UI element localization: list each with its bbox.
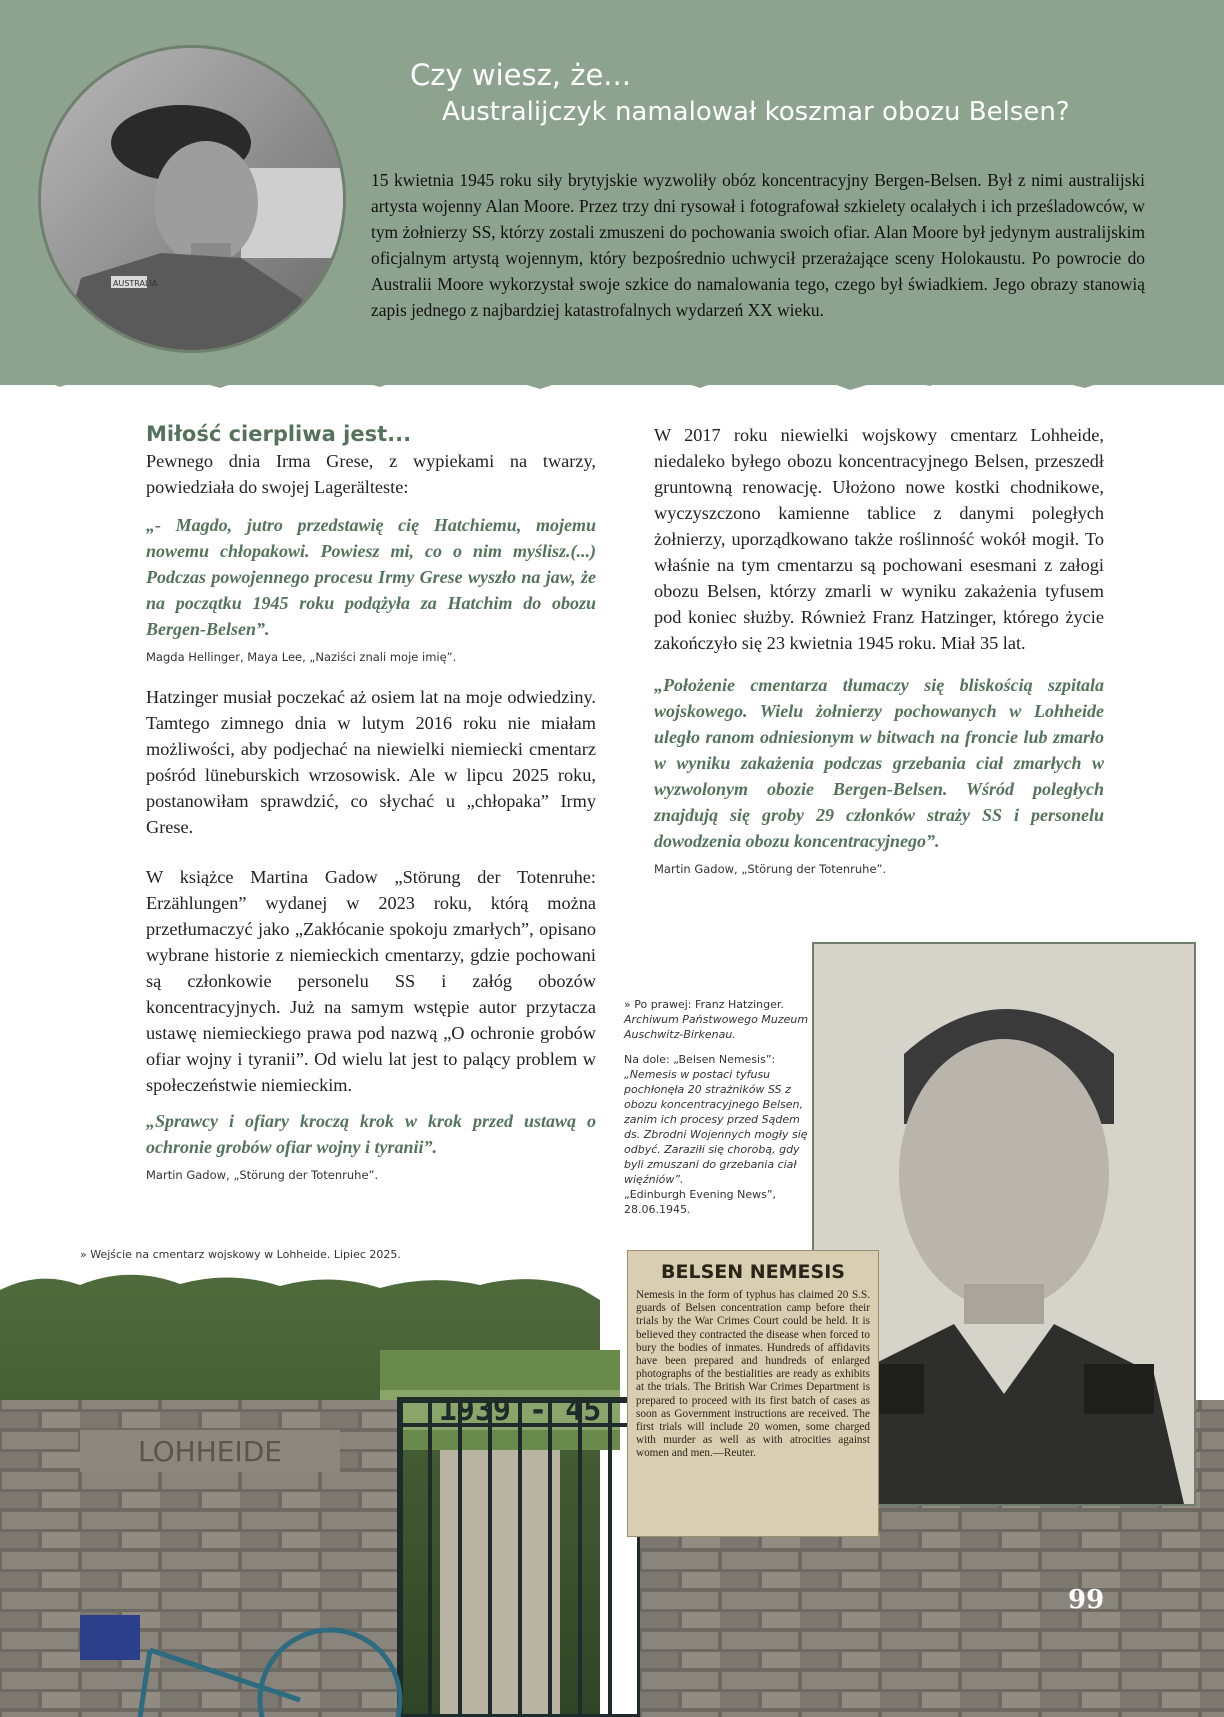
right-cite: Martin Gadow, „Störung der Totenruhe”. [654, 862, 887, 876]
left-quote-1: „- Magdo, jutro przedstawię cię Hatchiemu, mojemu nowemu chłopakowi. Powiesz mi, co o nim myślisz.(...) Podczas powojennego procesu Irmy Grese wyszło na jaw, że na początku 1945 roku podążyła za Hatchim do obozu Bergen-Belsen”. [146, 515, 596, 639]
banner-intro-text: 15 kwietnia 1945 roku siły brytyjskie wyzwoliły obóz koncentracyjny Bergen-Belsen. Był z nimi australijski artysta wojenny Alan Moore. Przez trzy dni rysował i fotografował szkielety ocalałych i ich prześladowców, w tym żołnierzy SS, którzy zostali zmuszeni do pochowania swoich ofiar. Alan Moore był jedynym australijskim oficjalnym artystą wojennym, który bezpośrednio uchwycił przerażające sceny Holokaustu. Po powrocie do Australii Moore wykorzystał swoje szkice do namalowania tego, czego był świadkiem. Jego obrazy stanowią zapis jednego z najbardziej katastrofalnych wydarzeń XX wieku. [371, 170, 1145, 321]
stone-inscription: LOHHEIDE [138, 1435, 282, 1468]
bicycle-basket [80, 1615, 140, 1660]
bottom-photo-caption-text: Wejście na cmentarz wojskowy w Lohheide. Lipiec 2025. [90, 1248, 401, 1261]
caption-clipping [624, 1052, 814, 1217]
banner-kicker: Czy wiesz, że... [410, 58, 631, 92]
left-cite-2: Martin Gadow, „Störung der Totenruhe”. [146, 1168, 379, 1182]
left-paragraph-3: W książce Martina Gadow „Störung der Totenruhe: Erzählungen” wydanej w 2023 roku, którą można przetłumaczyć jako „Zakłócanie spokoju zmarłych”, opisano wybrane historie z niemieckich cmentarzy, gdzie pochowani są członkowie personelu SS i załóg obozów koncentracyjnych. Już na samym wstępie autor przytacza ustawę niemieckiego prawa pod nazwą „O ochronie grobów ofiar wojny i tyranii”. Od wielu lat jest to palący problem w społeczeństwie niemieckim. [146, 867, 596, 1095]
page-number: 99 [1068, 1585, 1105, 1615]
belsen-nemesis-clipping [627, 1250, 879, 1537]
left-cite-1: Magda Hellinger, Maya Lee, „Naziści znali moje imię”. [146, 650, 457, 664]
left-paragraph-1: Pewnego dnia Irma Grese, z wypiekami na twarzy, powiedziała do swojej Lagerälteste: [146, 451, 596, 497]
caption-arrow-icon: » [80, 1248, 91, 1261]
gate-sign: 1939 - 45 [438, 1393, 602, 1428]
left-column [146, 420, 596, 1182]
banner-headline: Australijczyk namalował koszmar obozu Belsen? [442, 97, 1070, 127]
caption-clipping-title: Na dole: „Belsen Nemesis”: [624, 1053, 776, 1066]
beret-badge-text: AUSTRALIA [113, 279, 158, 288]
photo-captions [624, 997, 814, 1217]
right-paragraph-1: W 2017 roku niewielki wojskowy cmentarz Lohheide, niedaleko byłego obozu koncentracyjnego Belsen, przeszedł gruntowną renowację. Ułożono nowe kostki chodnikowe, wyczyszczono kamienne tablice z danymi poległych żołnierzy, uporządkowano także roślinność wokół mogił. To właśnie na tym cmentarzu są pochowani esesmani z załogi obozu Belsen, którzy zmarli w wyniku zakażenia tyfusem pod koniec służby. Również Franz Hatzinger, którego życie zakończyło się 23 kwietnia 1945 roku. Miał 35 lat. [654, 425, 1104, 653]
alan-moore-portrait [38, 45, 346, 353]
bottom-photo-caption [80, 1248, 401, 1261]
caption-clipping-translation: „Nemesis w postaci tyfusu pochłonęła 20 strażników SS z obozu koncentracyjnego Belsen, zanim ich procesy przed Sądem ds. Zbrodni Wojennych mogły się odbyć. Zaraziłi się chorobą, gdy byli zmuszani do grzebania ciał więźniów”. [624, 1068, 808, 1186]
left-quote-2: „Sprawcy i ofiary kroczą krok w krok przed ustawą o ochronie grobów ofiar wojny i tyranii”. [146, 1111, 596, 1157]
clipping-text: Nemesis in the form of typhus has claimed 20 S.S. guards of Belsen concentration camp before their trials by the War Crimes Court could be held. It is believed they contracted the disease when forced to bury the bodies of inmates. Hundreds of affidavits have been prepared and hundreds of enlarged photographs of the bestialities are ready as exhibits at the trials. The British War Crimes Department is prepared to proceed with its first batch of cases as soon as Government instructions are received. The first trials will include 20 women, some charged with murder as well as with atrocities against women and men.—Reuter. [636, 1289, 870, 1460]
portrait-photo [41, 48, 343, 350]
clipping-title: BELSEN NEMESIS [661, 1261, 845, 1283]
caption-clipping-source: „Edinburgh Evening News”, 28.06.1945. [624, 1188, 777, 1216]
caption-hatzinger-title: Po prawej: Franz Hatzinger. [634, 998, 784, 1011]
right-quote: „Położenie cmentarza tłumaczy się bliskością szpitala wojskowego. Wielu żołnierzy pochowanych w Lohheide uległo ranom odniesionym w bitwach na froncie lub zmarło w wyniku zakażenia podczas grzebania ciał zmarłych w wyzwolonym obozie Bergen-Belsen. Wśród poległych znajdują się groby 29 członków straży SS i personelu dowodzenia obozu koncentracyjnego”. [654, 675, 1104, 851]
left-paragraph-2: Hatzinger musiał poczekać aż osiem lat na moje odwiedziny. Tamtego zimnego dnia w lutym 2016 roku nie miałam możliwości, aby podjechać na niewielki niemiecki cmentarz pośród lüneburskich wrzosowisk. Ale w lipcu 2025 roku, postanowiłam sprawdzić, co słychać u „chłopaka” Irmy Grese. [146, 687, 596, 837]
section-subtitle: Miłość cierpliwa jest... [146, 422, 412, 446]
caption-hatzinger-source: Archiwum Państwowego Muzeum Auschwitz-Birkenau. [624, 1013, 809, 1041]
caption-arrow-icon: » [624, 998, 635, 1011]
caption-hatzinger [624, 997, 814, 1042]
right-column [654, 422, 1104, 876]
